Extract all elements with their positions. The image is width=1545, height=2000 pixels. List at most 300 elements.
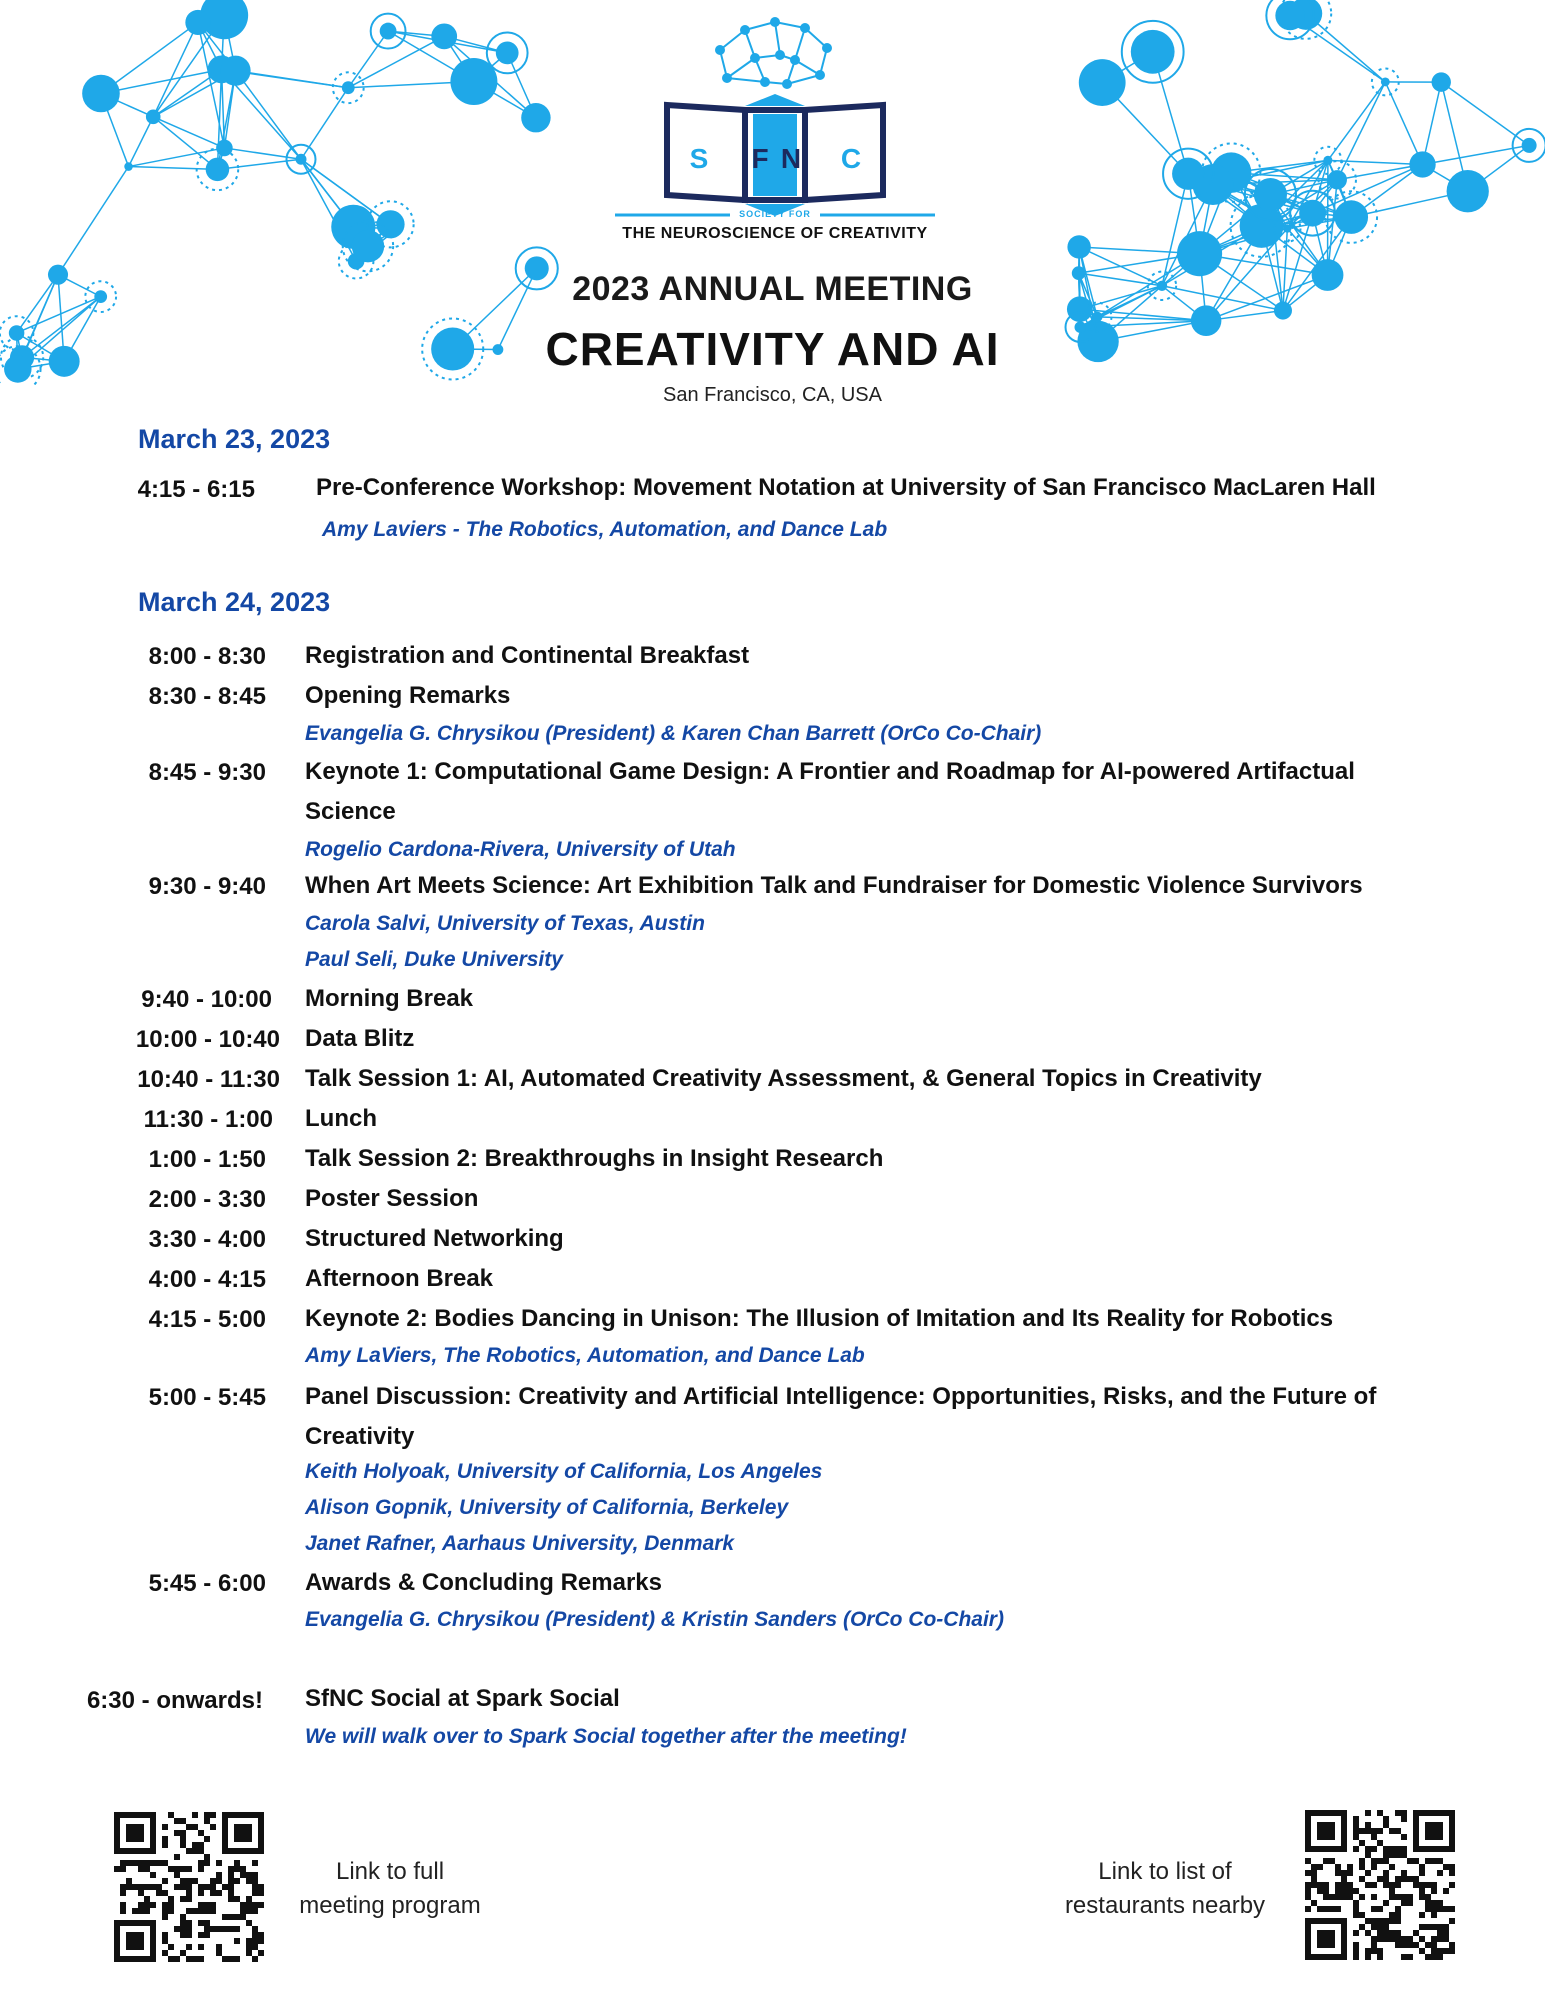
schedule-title: Data Blitz <box>305 1025 415 1052</box>
location: San Francisco, CA, USA <box>663 384 882 406</box>
qr-module <box>1371 1906 1377 1912</box>
qr-module <box>1317 1864 1323 1870</box>
qr-module <box>1449 1870 1455 1876</box>
qr-module <box>228 1866 234 1872</box>
qr-module <box>1371 1948 1377 1954</box>
qr-module <box>1419 1882 1425 1888</box>
qr-module <box>1371 1864 1377 1870</box>
qr-module <box>168 1902 174 1908</box>
qr-module <box>186 1824 192 1830</box>
qr-module <box>144 1896 150 1902</box>
qr-module <box>228 1914 234 1920</box>
qr-module <box>240 1914 246 1920</box>
qr-module <box>120 1908 126 1914</box>
qr-module <box>258 1884 264 1890</box>
qr-module <box>156 1860 162 1866</box>
qr-module <box>1353 1888 1359 1894</box>
network-node <box>1067 235 1090 258</box>
qr-module <box>1383 1858 1389 1864</box>
qr-module <box>222 1926 228 1932</box>
qr-module <box>1425 1858 1431 1864</box>
qr-module <box>210 1908 216 1914</box>
qr-module <box>1449 1942 1455 1948</box>
qr-module <box>174 1830 180 1836</box>
qr-module <box>1311 1900 1317 1906</box>
qr-finder <box>234 1824 252 1842</box>
qr-module <box>204 1920 210 1926</box>
network-node <box>216 140 233 157</box>
qr-module <box>120 1902 126 1908</box>
qr-module <box>1377 1918 1383 1924</box>
qr-module <box>198 1890 204 1896</box>
qr-module <box>1383 1936 1389 1942</box>
qr-module <box>120 1890 126 1896</box>
qr-module <box>144 1902 150 1908</box>
qr-finder <box>1341 1918 1347 1960</box>
qr-module <box>1437 1858 1443 1864</box>
network-node <box>342 81 355 94</box>
speaker: Carola Salvi, University of Texas, Austin <box>305 912 705 935</box>
schedule-time: 3:30 - 4:00 <box>148 1226 266 1253</box>
qr-module <box>1407 1942 1413 1948</box>
qr-module <box>1353 1822 1359 1828</box>
qr-module <box>204 1926 210 1932</box>
qr-module <box>252 1872 258 1878</box>
qr-module <box>1419 1924 1425 1930</box>
qr-module <box>1443 1864 1449 1870</box>
qr-module <box>240 1908 246 1914</box>
qr-module <box>1383 1852 1389 1858</box>
qr-module <box>216 1860 222 1866</box>
network-node <box>1177 231 1222 276</box>
qr-module <box>1335 1870 1341 1876</box>
qr-module <box>1347 1894 1353 1900</box>
qr-finder <box>1413 1846 1455 1852</box>
qr-module <box>1407 1954 1413 1960</box>
qr-module <box>1389 1852 1395 1858</box>
qr-module <box>114 1866 120 1872</box>
qr-module <box>1377 1828 1383 1834</box>
qr-module <box>180 1926 186 1932</box>
qr-module <box>1431 1882 1437 1888</box>
qr-module <box>198 1830 204 1836</box>
qr-module <box>1365 1948 1371 1954</box>
qr-module <box>1389 1882 1395 1888</box>
qr-module <box>1419 1936 1425 1942</box>
qr-module <box>252 1944 258 1950</box>
qr-module <box>216 1926 222 1932</box>
qr-module <box>168 1956 174 1962</box>
qr-module <box>186 1884 192 1890</box>
qr-code-restaurants[interactable] <box>1305 1810 1455 1960</box>
qr-module <box>1365 1870 1371 1876</box>
qr-module <box>1335 1906 1341 1912</box>
network-edge <box>236 71 349 88</box>
qr-module <box>1389 1930 1395 1936</box>
qr-module <box>1425 1954 1431 1960</box>
qr-module <box>156 1890 162 1896</box>
qr-module <box>1371 1924 1377 1930</box>
qr-finder <box>1341 1810 1347 1852</box>
qr-module <box>1443 1948 1449 1954</box>
qr-module <box>1353 1912 1359 1918</box>
qr-module <box>180 1884 186 1890</box>
qr-module <box>1425 1942 1431 1948</box>
society-for-label: SOCIETY FOR <box>739 209 811 219</box>
qr-module <box>1305 1870 1311 1876</box>
qr-module <box>252 1938 258 1944</box>
qr-module <box>1401 1810 1407 1816</box>
qr-module <box>1365 1810 1371 1816</box>
network-node <box>1323 156 1332 165</box>
qr-module <box>1359 1858 1365 1864</box>
network-node <box>380 23 397 40</box>
qr-module <box>1449 1918 1455 1924</box>
schedule-title: Awards & Concluding Remarks <box>305 1569 662 1596</box>
qr-module <box>234 1866 240 1872</box>
qr-module <box>1395 1936 1401 1942</box>
qr-module <box>1407 1900 1413 1906</box>
qr-module <box>150 1872 156 1878</box>
network-node <box>1522 138 1537 153</box>
schedule-title: Poster Session <box>305 1185 479 1212</box>
qr-module <box>144 1884 150 1890</box>
network-node <box>1240 204 1284 248</box>
qr-module <box>228 1926 234 1932</box>
qr-caption-program <box>275 1855 505 1923</box>
qr-module <box>204 1836 210 1842</box>
qr-module <box>174 1854 180 1860</box>
network-node <box>1335 200 1369 234</box>
qr-module <box>162 1878 168 1884</box>
qr-module <box>204 1884 210 1890</box>
qr-module <box>1353 1834 1359 1840</box>
qr-module <box>1353 1942 1359 1948</box>
social-note: We will walk over to Spark Social together after the meeting! <box>305 1725 907 1748</box>
qr-module <box>1383 1918 1389 1924</box>
qr-module <box>1437 1936 1443 1942</box>
qr-module <box>198 1860 204 1866</box>
qr-module <box>246 1944 252 1950</box>
qr-module <box>1443 1888 1449 1894</box>
qr-module <box>252 1932 258 1938</box>
qr-module <box>1347 1864 1353 1870</box>
qr-module <box>246 1920 252 1926</box>
schedule-time: 1:00 - 1:50 <box>148 1146 266 1173</box>
network-node <box>1254 178 1287 211</box>
qr-module <box>1347 1882 1353 1888</box>
qr-module <box>1437 1900 1443 1906</box>
qr-module <box>1371 1882 1377 1888</box>
schedule-time: 8:45 - 9:30 <box>148 759 266 786</box>
social-time: 6:30 - onwards! <box>86 1687 263 1714</box>
schedule-time: 10:40 - 11:30 <box>137 1066 280 1093</box>
qr-caption-restaurants-line2: restaurants nearby <box>1064 1892 1266 1919</box>
qr-module <box>1425 1906 1431 1912</box>
qr-module <box>1377 1948 1383 1954</box>
qr-module <box>234 1926 240 1932</box>
qr-module <box>150 1902 156 1908</box>
qr-module <box>180 1830 186 1836</box>
qr-module <box>1359 1828 1365 1834</box>
qr-module <box>1311 1882 1317 1888</box>
qr-module <box>216 1950 222 1956</box>
qr-module <box>1395 1876 1401 1882</box>
qr-module <box>252 1860 258 1866</box>
network-node <box>1328 170 1347 189</box>
qr-module <box>186 1944 192 1950</box>
schedule-title: Afternoon Break <box>305 1265 494 1292</box>
qr-module <box>1317 1882 1323 1888</box>
qr-module <box>1431 1954 1437 1960</box>
qr-module <box>216 1872 222 1878</box>
qr-module <box>1389 1888 1395 1894</box>
qr-module <box>168 1866 174 1872</box>
qr-module <box>1407 1936 1413 1942</box>
schedule-title: Structured Networking <box>305 1225 564 1252</box>
qr-finder <box>114 1812 120 1854</box>
qr-module <box>198 1920 204 1926</box>
qr-module <box>1377 1858 1383 1864</box>
qr-module <box>1383 1870 1389 1876</box>
qr-module <box>180 1836 186 1842</box>
qr-module <box>192 1812 198 1818</box>
qr-module <box>1419 1894 1425 1900</box>
qr-module <box>138 1884 144 1890</box>
qr-module <box>1389 1828 1395 1834</box>
qr-module <box>180 1950 186 1956</box>
qr-module <box>228 1896 234 1902</box>
qr-module <box>174 1956 180 1962</box>
qr-module <box>246 1908 252 1914</box>
network-node <box>49 346 80 377</box>
qr-module <box>180 1842 186 1848</box>
qr-module <box>1353 1816 1359 1822</box>
qr-module <box>1401 1900 1407 1906</box>
qr-module <box>1413 1876 1419 1882</box>
qr-module <box>1389 1918 1395 1924</box>
qr-module <box>186 1878 192 1884</box>
network-node <box>1283 224 1291 232</box>
network-edge <box>236 71 301 160</box>
qr-module <box>1371 1918 1377 1924</box>
qr-module <box>1401 1936 1407 1942</box>
qr-module <box>174 1818 180 1824</box>
qr-module <box>132 1860 138 1866</box>
qr-module <box>252 1908 258 1914</box>
qr-module <box>186 1908 192 1914</box>
qr-module <box>138 1902 144 1908</box>
qr-module <box>1323 1858 1329 1864</box>
qr-module <box>1353 1828 1359 1834</box>
qr-module <box>228 1878 234 1884</box>
qr-module <box>1329 1906 1335 1912</box>
qr-module <box>246 1938 252 1944</box>
qr-module <box>1425 1900 1431 1906</box>
network-node <box>1172 158 1204 190</box>
network-node <box>295 154 306 165</box>
network-edge <box>301 88 348 160</box>
qr-module <box>1341 1894 1347 1900</box>
qr-finder <box>1305 1918 1311 1960</box>
qr-module <box>186 1932 192 1938</box>
qr-module <box>156 1884 162 1890</box>
qr-module <box>1401 1852 1407 1858</box>
qr-module <box>1383 1846 1389 1852</box>
qr-module <box>1437 1924 1443 1930</box>
qr-module <box>240 1902 246 1908</box>
qr-module <box>1359 1912 1365 1918</box>
qr-module <box>162 1938 168 1944</box>
qr-module <box>252 1902 258 1908</box>
qr-module <box>1431 1948 1437 1954</box>
qr-module <box>1443 1906 1449 1912</box>
qr-finder <box>1305 1918 1347 1924</box>
qr-finder <box>222 1812 228 1854</box>
qr-module <box>1305 1858 1311 1864</box>
qr-module <box>246 1872 252 1878</box>
theme-title: CREATIVITY AND AI <box>545 323 1000 375</box>
qr-module <box>174 1926 180 1932</box>
qr-module <box>1395 1828 1401 1834</box>
network-node <box>376 210 404 238</box>
qr-module <box>1395 1882 1401 1888</box>
qr-module <box>1371 1828 1377 1834</box>
schedule-time: 5:45 - 6:00 <box>148 1570 266 1597</box>
qr-module <box>258 1950 264 1956</box>
qr-module <box>1401 1834 1407 1840</box>
qr-module <box>1359 1840 1365 1846</box>
qr-module <box>1311 1870 1317 1876</box>
qr-module <box>1335 1888 1341 1894</box>
qr-module <box>192 1824 198 1830</box>
qr-finder <box>114 1956 156 1962</box>
qr-module <box>1365 1930 1371 1936</box>
qr-module <box>1365 1852 1371 1858</box>
network-node <box>206 158 230 182</box>
speaker: Paul Seli, Duke University <box>305 948 563 971</box>
qr-module <box>1389 1864 1395 1870</box>
qr-module <box>1353 1954 1359 1960</box>
qr-module <box>1395 1918 1401 1924</box>
schedule-title: Lunch <box>305 1105 377 1132</box>
qr-module <box>1335 1894 1341 1900</box>
network-node <box>521 103 550 132</box>
qr-module <box>1449 1882 1455 1888</box>
qr-module <box>1395 1852 1401 1858</box>
qr-module <box>1317 1906 1323 1912</box>
qr-module <box>1419 1912 1425 1918</box>
qr-module <box>1389 1912 1395 1918</box>
qr-module <box>162 1914 168 1920</box>
qr-module <box>1383 1930 1389 1936</box>
qr-module <box>1311 1864 1317 1870</box>
qr-module <box>258 1938 264 1944</box>
qr-module <box>1425 1894 1431 1900</box>
qr-module <box>1437 1954 1443 1960</box>
logo-letter-c: C <box>840 143 862 174</box>
network-node <box>1432 72 1451 91</box>
qr-module <box>204 1860 210 1866</box>
qr-module <box>1413 1858 1419 1864</box>
qr-module <box>1443 1936 1449 1942</box>
speaker: Keith Holyoak, University of California, Los Angeles <box>305 1460 823 1483</box>
network-node <box>1409 151 1435 177</box>
network-node <box>1079 59 1126 106</box>
qr-module <box>246 1902 252 1908</box>
qr-module <box>1305 1894 1311 1900</box>
network-node <box>1447 170 1489 212</box>
network-node <box>48 265 68 285</box>
network-edge <box>348 36 444 87</box>
schedule-time: 2:00 - 3:30 <box>148 1186 266 1213</box>
schedule-title: Panel Discussion: Creativity and Artificial Intelligence: Opportunities, Risks, and the Future of Creativity <box>305 1383 1377 1450</box>
qr-module <box>174 1872 180 1878</box>
qr-finder <box>258 1812 264 1854</box>
qr-finder <box>126 1932 144 1950</box>
qr-module <box>1449 1906 1455 1912</box>
qr-module <box>1431 1906 1437 1912</box>
day1-title: Pre-Conference Workshop: Movement Notation at University of San Francisco MacLaren Hall <box>316 474 1376 501</box>
network-edge <box>348 31 388 88</box>
qr-module <box>1437 1906 1443 1912</box>
network-node <box>185 10 210 35</box>
schedule-time: 11:30 - 1:00 <box>143 1106 273 1133</box>
qr-finder <box>1425 1822 1443 1840</box>
meeting-title: 2023 ANNUAL MEETING <box>572 270 973 308</box>
qr-module <box>192 1908 198 1914</box>
network-edge <box>58 167 129 275</box>
qr-module <box>1377 1876 1383 1882</box>
qr-module <box>120 1860 126 1866</box>
speaker: Evangelia G. Chrysikou (President) & Kristin Sanders (OrCo Co-Chair) <box>305 1608 1004 1631</box>
qr-module <box>1377 1906 1383 1912</box>
qr-module <box>234 1878 240 1884</box>
qr-module <box>198 1902 204 1908</box>
qr-module <box>150 1860 156 1866</box>
qr-module <box>1347 1870 1353 1876</box>
qr-finder <box>222 1812 264 1818</box>
qr-module <box>1419 1870 1425 1876</box>
network-node <box>1131 30 1175 74</box>
qr-module <box>1449 1864 1455 1870</box>
qr-module <box>1377 1924 1383 1930</box>
qr-finder <box>1317 1930 1335 1948</box>
qr-module <box>204 1902 210 1908</box>
qr-module <box>1395 1912 1401 1918</box>
qr-module <box>1365 1882 1371 1888</box>
schedule-title: Registration and Continental Breakfast <box>305 642 750 669</box>
qr-module <box>174 1884 180 1890</box>
network-node <box>1299 200 1326 227</box>
schedule-time: 8:30 - 8:45 <box>148 683 266 710</box>
network-node <box>1381 77 1390 86</box>
speaker: Rogelio Cardona-Rivera, University of Utah <box>305 838 736 861</box>
qr-caption-restaurants <box>1040 1855 1290 1923</box>
qr-module <box>132 1908 138 1914</box>
qr-module <box>252 1956 258 1962</box>
qr-module <box>1401 1876 1407 1882</box>
qr-module <box>1335 1864 1341 1870</box>
speaker: Alison Gopnik, University of California, Berkeley <box>305 1496 789 1519</box>
schedule-time: 8:00 - 8:30 <box>148 643 266 670</box>
qr-module <box>138 1866 144 1872</box>
qr-module <box>252 1878 258 1884</box>
qr-module <box>132 1884 138 1890</box>
brain-network-icon <box>716 18 831 88</box>
qr-caption-program-line1: Link to full <box>335 1858 445 1885</box>
qr-code-program[interactable] <box>114 1812 264 1962</box>
